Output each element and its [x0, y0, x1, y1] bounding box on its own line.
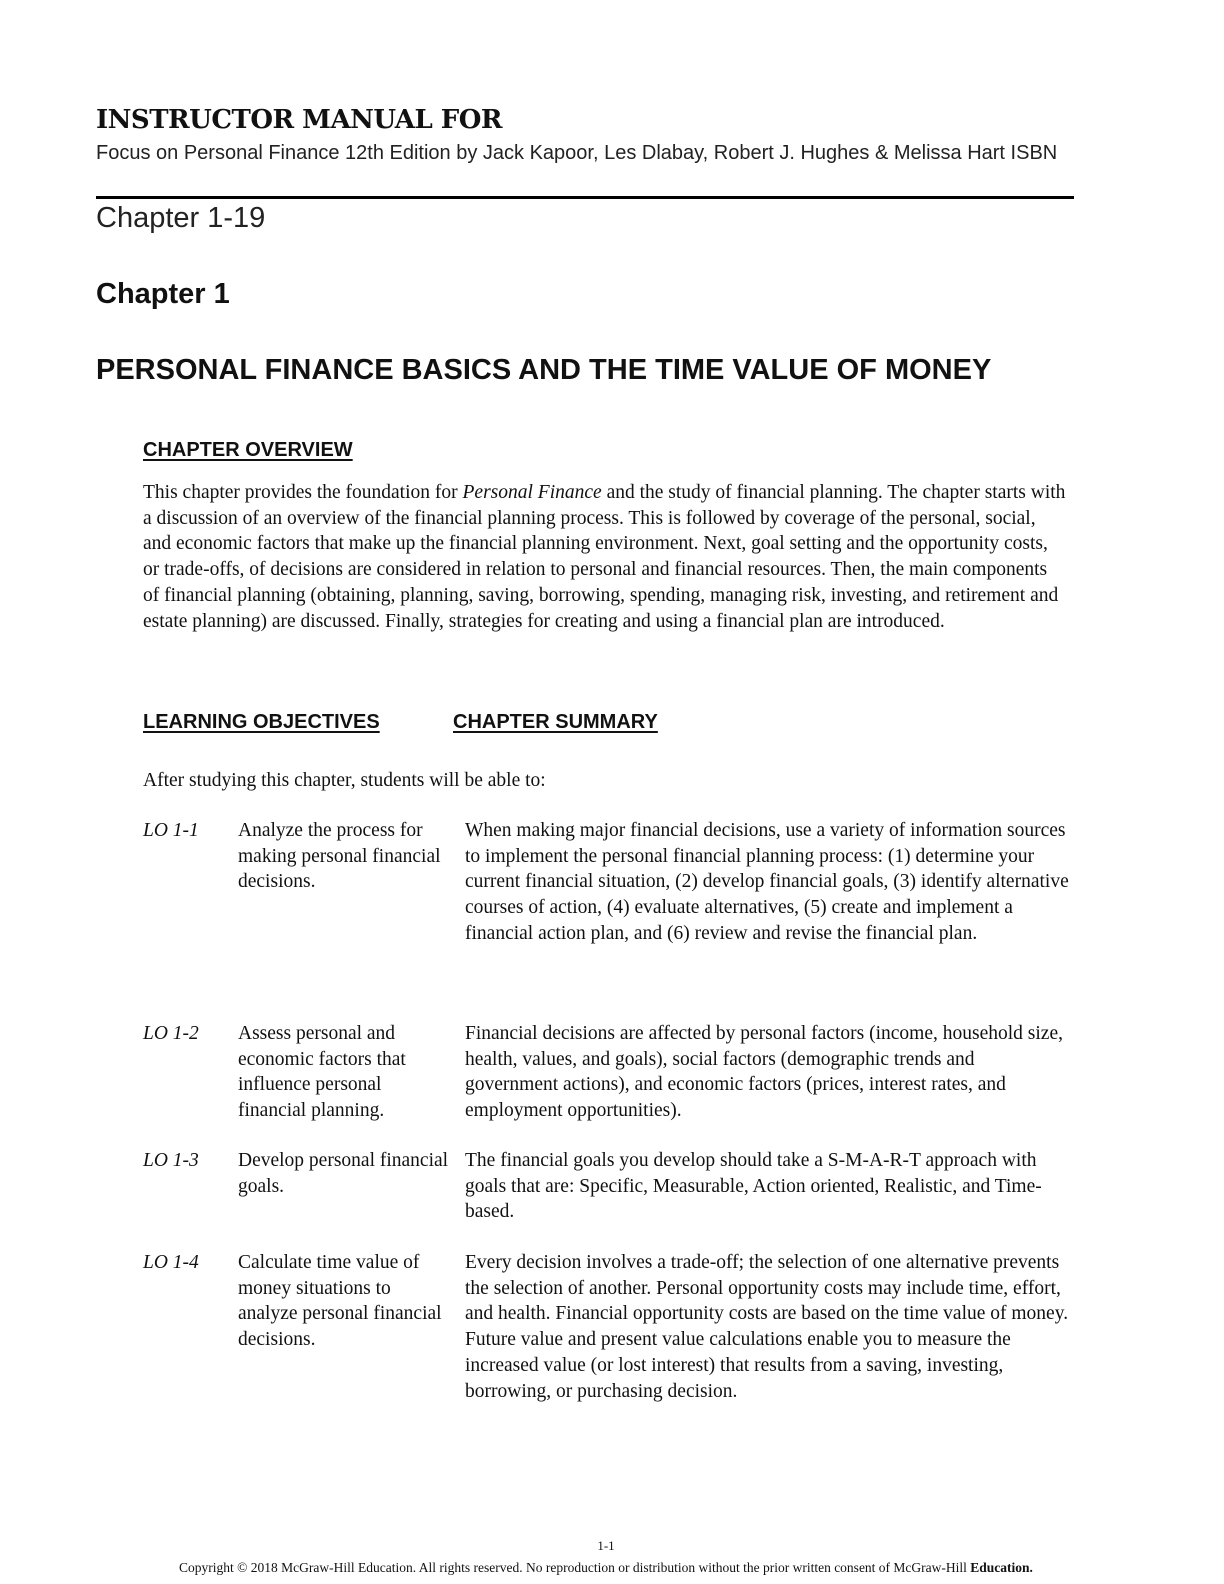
- lo-summary: Financial decisions are affected by personal factors (income, household size, health, values, and goals), social factors (demographic trends and government actions), and economic factors (prices, interest rates, and employment opportunities).: [465, 1023, 1063, 1122]
- overview-italic-title: Personal Finance: [462, 482, 602, 503]
- chapter-range-title: Chapter 1-19: [96, 202, 266, 234]
- lo-id: LO 1-2: [143, 1023, 199, 1044]
- lo-id: LO 1-4: [143, 1252, 199, 1273]
- overview-text-start: This chapter provides the foundation for: [143, 482, 463, 503]
- objectives-intro: After studying this chapter, students will be able to:: [143, 770, 546, 791]
- lo-summary: The financial goals you develop should take a S-M-A-R-T approach with goals that are: Specific, Measurable, Action oriented, Realistic, and Time-based.: [465, 1150, 1042, 1223]
- chapter-summary-heading: CHAPTER SUMMARY: [453, 711, 658, 733]
- copyright-bold-text: Education.: [970, 1560, 1033, 1575]
- lo-summary: Every decision involves a trade-off; the selection of one alternative prevents the selection of another. Personal opportunity costs may include time, effort, and health. Financial opportunity costs are based on the time value of money. Future value and present value calculations enable you to measure the increased value (or lost interest) that results from a saving, investing, borrowing, or purchasing decision.: [465, 1252, 1069, 1402]
- learning-objectives-heading: LEARNING OBJECTIVES: [143, 711, 380, 733]
- lo-description: Develop personal financial goals.: [238, 1150, 449, 1197]
- overview-text-rest: and the study of financial planning. The chapter starts with a discussion of an overview of the financial planning process. This is followed by coverage of the personal, social, and economic factors that make up the financial planning environment. Next, goal setting and the opportunity costs, or trade-offs, of decisions are considered in relation to personal and financial resources. Then, the main components of financial planning (obtaining, planning, saving, borrowing, spending, managing risk, investing, and retirement and estate planning) are discussed. Finally, strategies for creating and using a financial plan are introduced.: [143, 482, 1066, 632]
- header-divider: [96, 196, 1074, 199]
- chapter-title: PERSONAL FINANCE BASICS AND THE TIME VALUE OF MONEY: [96, 354, 992, 386]
- lo-description: Calculate time value of money situations to analyze personal financial decisions.: [238, 1252, 442, 1351]
- copyright-text: Copyright © 2018 McGraw-Hill Education. All rights reserved. No reproduction or distribution without the prior written consent of McGraw-Hill: [179, 1560, 971, 1575]
- lo-description: Assess personal and economic factors that influence personal financial planning.: [238, 1023, 406, 1122]
- manual-title: INSTRUCTOR MANUAL FOR: [96, 105, 502, 135]
- copyright-footer: [0, 1560, 1212, 1576]
- overview-paragraph: [143, 480, 1068, 634]
- lo-summary: When making major financial decisions, use a variety of information sources to implement the personal financial planning process: (1) determine your current financial situation, (2) develop financial goals, (3) identify alternative courses of action, (4) evaluate alternatives, (5) create and implement a financial action plan, and (6) review and revise the financial plan.: [465, 820, 1069, 944]
- lo-id: LO 1-1: [143, 820, 199, 841]
- chapter-heading: Chapter 1: [96, 278, 230, 310]
- page-number: 1-1: [597, 1538, 615, 1553]
- book-info: Focus on Personal Finance 12th Edition by Jack Kapoor, Les Dlabay, Robert J. Hughes & Melissa Hart ISBN: [96, 142, 1058, 164]
- lo-description: Analyze the process for making personal financial decisions.: [238, 820, 441, 893]
- overview-heading: CHAPTER OVERVIEW: [143, 439, 353, 461]
- lo-id: LO 1-3: [143, 1150, 199, 1171]
